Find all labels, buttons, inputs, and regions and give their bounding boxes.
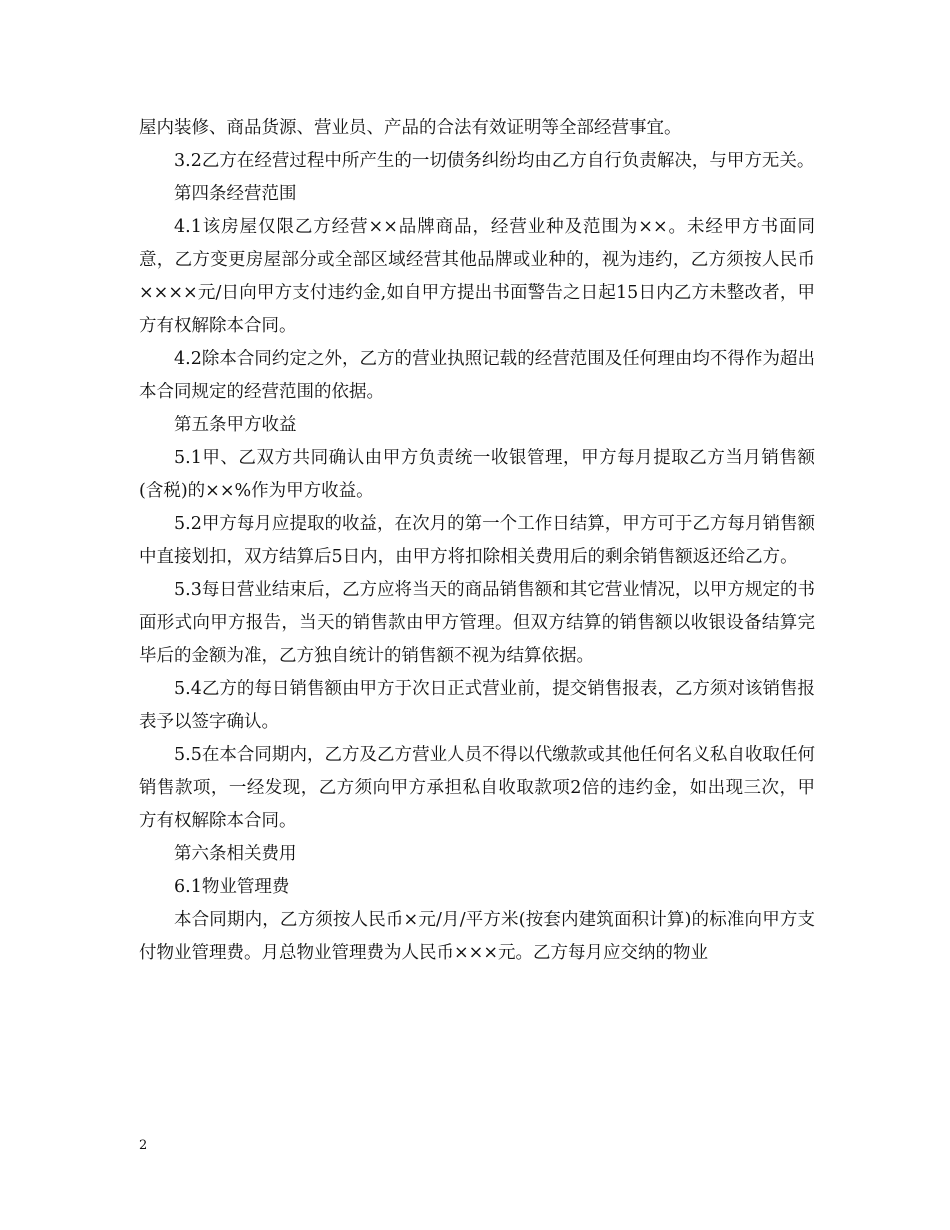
article-4-heading: 第四条经营范围 <box>174 184 297 204</box>
clause-4-2: 4.2除本合同约定之外，乙方的营业执照记载的经营范围及任何理由均不得作为超出本合同规定的经营范围的依据。 <box>139 349 815 402</box>
clause-3-2: 3.2乙方在经营过程中所产生的一切债务纠纷均由乙方自行负责解决，与甲方无关。 <box>174 151 815 171</box>
clause-4-1: 4.1该房屋仅限乙方经营××品牌商品，经营业种及范围为××。未经甲方书面同意，乙方变更房屋部分或全部区域经营其他品牌或业种的，视为违约，乙方须按人民币××××元/日向甲方支付违约金,如自甲方提出书面警告之日起15日内乙方未整改者，甲方有权解除本合同。 <box>139 217 815 336</box>
clause-5-3: 5.3每日营业结束后，乙方应将当天的商品销售额和其它营业情况，以甲方规定的书面形式向甲方报告，当天的销售款由甲方管理。但双方结算的销售额以收银设备结算完毕后的金额为准，乙方独自统计的销售额不视为结算依据。 <box>139 580 815 666</box>
paragraph-continuation: 屋内装修、商品货源、营业员、产品的合法有效证明等全部经营事宜。 <box>139 118 682 138</box>
article-6-heading: 第六条相关费用 <box>174 844 297 864</box>
page-number: 2 <box>139 1138 148 1153</box>
document-body <box>139 112 815 970</box>
clause-6-1-body: 本合同期内，乙方须按人民币×元/月/平方米(按套内建筑面积计算)的标准向甲方支付物业管理费。月总物业管理费为人民币×××元。乙方每月应交纳的物业 <box>139 910 815 963</box>
clause-5-1: 5.1甲、乙双方共同确认由甲方负责统一收银管理，甲方每月提取乙方当月销售额(含税)的××%作为甲方收益。 <box>139 448 815 501</box>
article-5-heading: 第五条甲方收益 <box>174 415 297 435</box>
clause-5-5: 5.5在本合同期内，乙方及乙方营业人员不得以代缴款或其他任何名义私自收取任何销售款项，一经发现，乙方须向甲方承担私自收取款项2倍的违约金，如出现三次，甲方有权解除本合同。 <box>139 745 815 831</box>
clause-5-2: 5.2甲方每月应提取的收益，在次月的第一个工作日结算，甲方可于乙方每月销售额中直接划扣，双方结算后5日内，由甲方将扣除相关费用后的剩余销售额返还给乙方。 <box>139 514 815 567</box>
clause-6-1-heading: 6.1物业管理费 <box>174 877 290 897</box>
clause-5-4: 5.4乙方的每日销售额由甲方于次日正式营业前，提交销售报表，乙方须对该销售报表予以签字确认。 <box>139 679 815 732</box>
